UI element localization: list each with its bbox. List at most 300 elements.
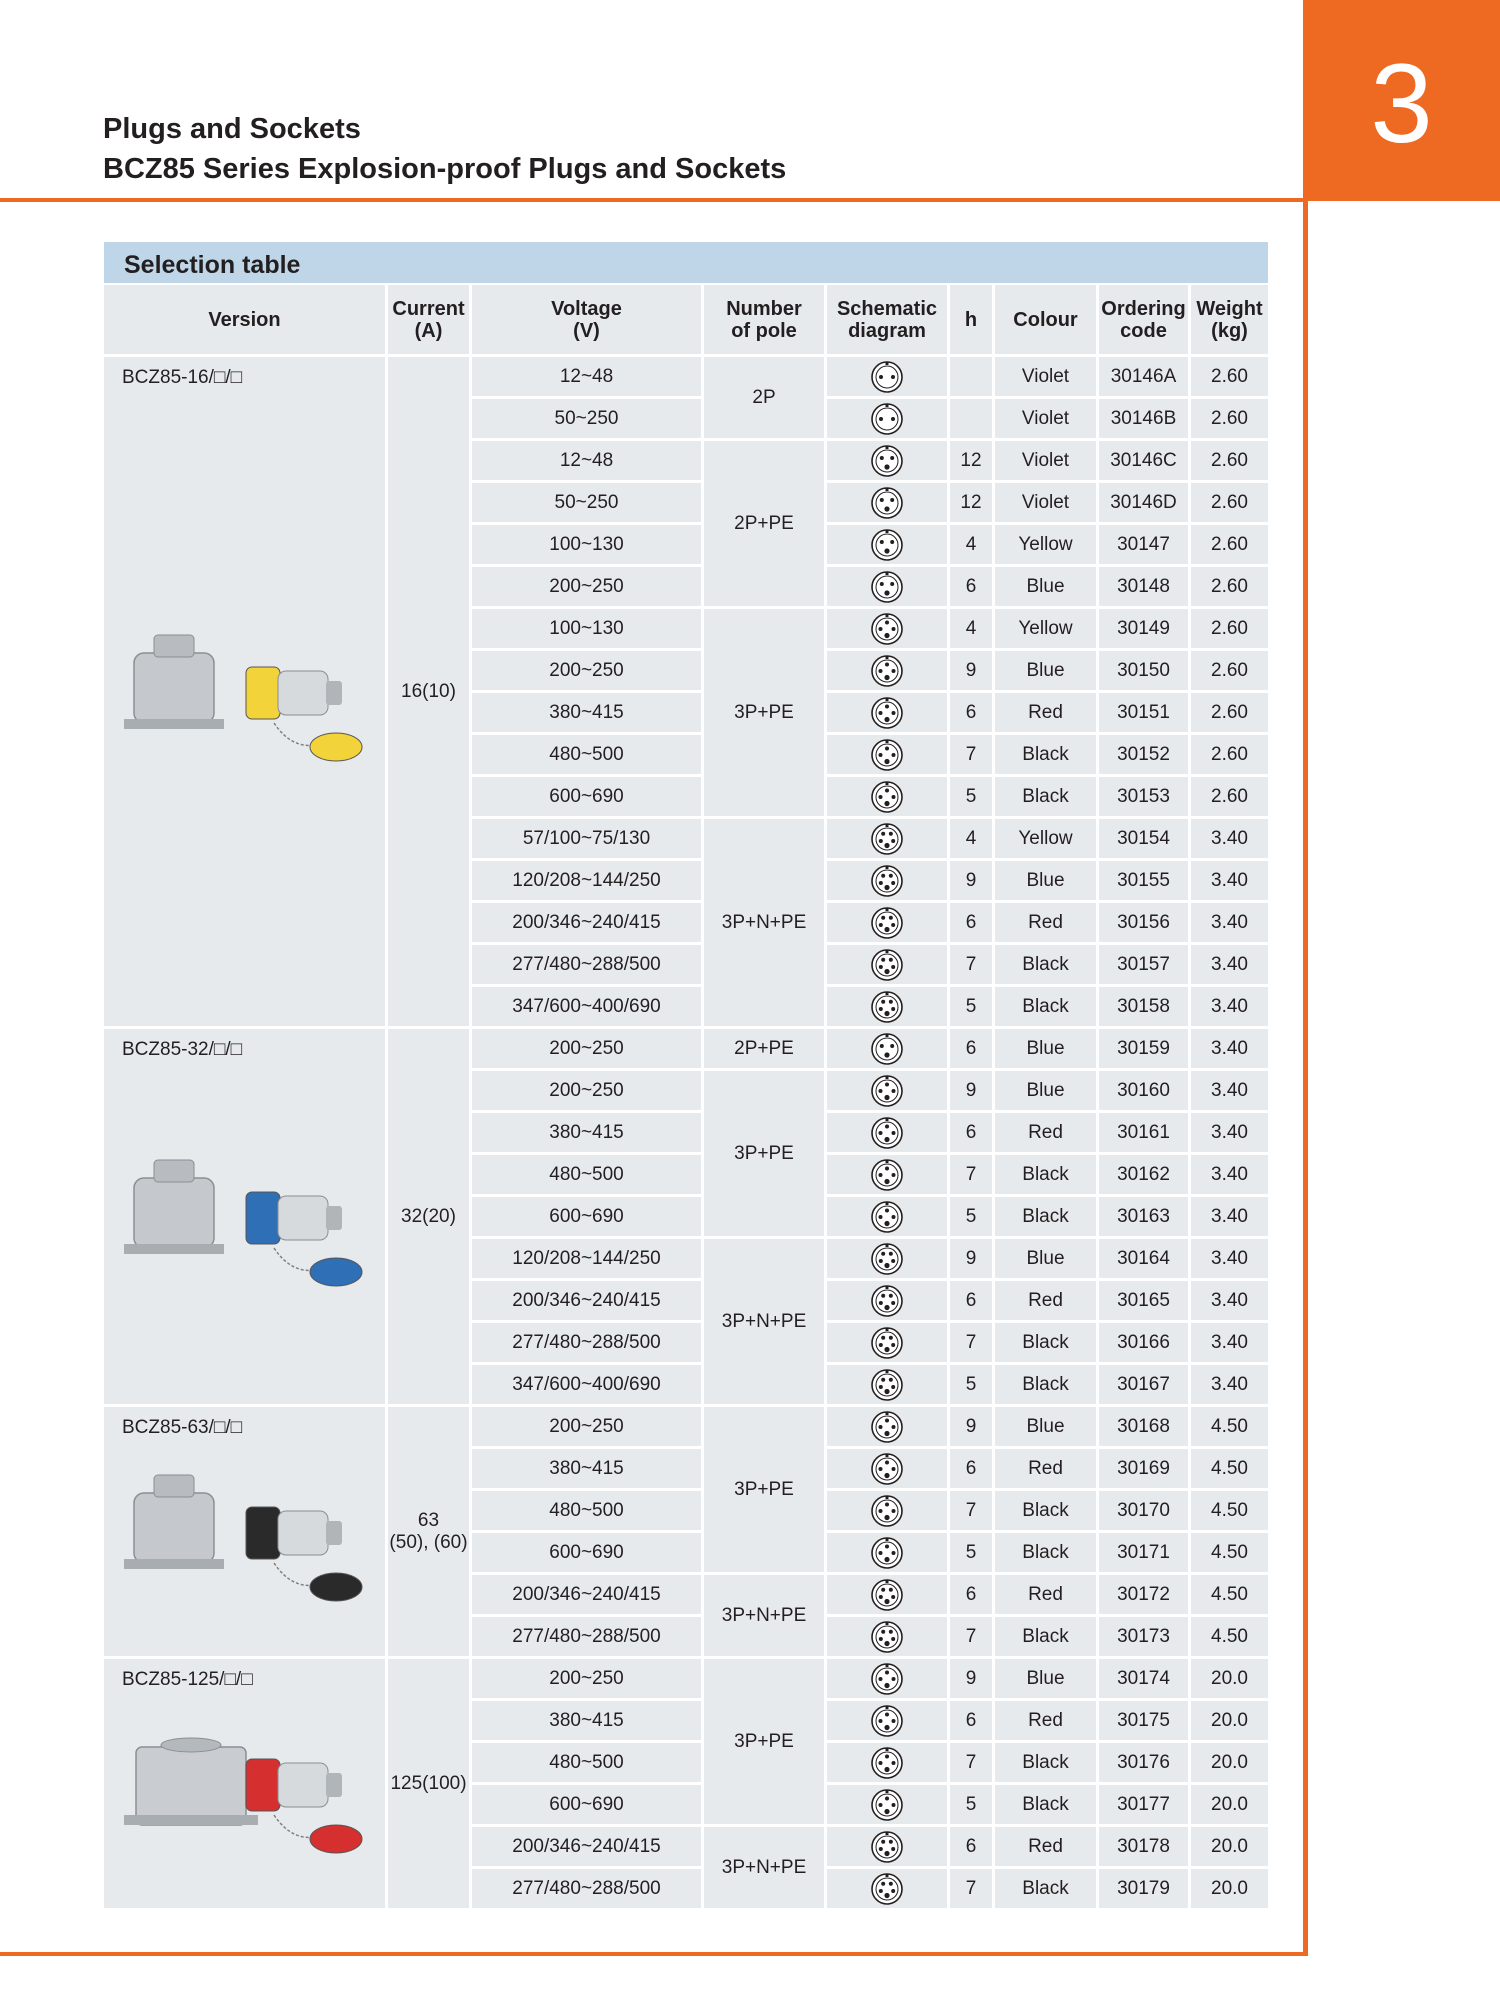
pole-cell: 3P+PE — [704, 1071, 827, 1239]
table-body — [104, 357, 1268, 1911]
schematic-cell — [827, 525, 950, 567]
colour-cell: Violet — [995, 441, 1099, 483]
table-row — [104, 1029, 1268, 1071]
socket-pin-icon — [870, 1620, 904, 1654]
schematic-cell — [827, 1701, 950, 1743]
version-cell — [104, 1029, 388, 1407]
voltage-cell: 200~250 — [472, 651, 704, 693]
weight-cell: 3.40 — [1191, 903, 1268, 945]
socket-pin-icon — [870, 1872, 904, 1906]
socket-pin-icon — [870, 990, 904, 1024]
ordering-code-cell: 30179 — [1099, 1869, 1191, 1911]
weight-cell: 20.0 — [1191, 1659, 1268, 1701]
colour-cell: Violet — [995, 399, 1099, 441]
ordering-code-cell: 30155 — [1099, 861, 1191, 903]
section-header — [104, 242, 1268, 283]
weight-cell: 4.50 — [1191, 1407, 1268, 1449]
pole-cell: 2P+PE — [704, 1029, 827, 1071]
colour-cell: Red — [995, 1827, 1099, 1869]
weight-cell: 2.60 — [1191, 567, 1268, 609]
socket-pin-icon — [870, 612, 904, 646]
voltage-cell: 50~250 — [472, 483, 704, 525]
schematic-cell — [827, 1239, 950, 1281]
ordering-code-cell: 30146D — [1099, 483, 1191, 525]
schematic-cell — [827, 1869, 950, 1911]
socket-pin-icon — [870, 444, 904, 478]
socket-pin-icon — [870, 1200, 904, 1234]
header-poles: Number of pole — [704, 285, 827, 357]
h-cell — [950, 357, 995, 399]
weight-cell: 2.60 — [1191, 483, 1268, 525]
chapter-number: 3 — [1370, 41, 1433, 166]
schematic-cell — [827, 609, 950, 651]
schematic-cell — [827, 987, 950, 1029]
socket-pin-icon — [870, 1830, 904, 1864]
colour-cell: Red — [995, 903, 1099, 945]
schematic-cell — [827, 1155, 950, 1197]
socket-pin-icon — [870, 1032, 904, 1066]
version-label: BCZ85-32/□/□ — [122, 1039, 243, 1060]
colour-cell: Red — [995, 693, 1099, 735]
version-label: BCZ85-16/□/□ — [122, 367, 243, 388]
ordering-code-cell: 30178 — [1099, 1827, 1191, 1869]
ordering-code-cell: 30146A — [1099, 357, 1191, 399]
weight-cell: 2.60 — [1191, 399, 1268, 441]
colour-cell: Red — [995, 1113, 1099, 1155]
socket-pin-icon — [870, 864, 904, 898]
weight-cell: 4.50 — [1191, 1491, 1268, 1533]
colour-cell: Red — [995, 1701, 1099, 1743]
voltage-cell: 200/346~240/415 — [472, 1281, 704, 1323]
header-version: Version — [104, 285, 388, 357]
product-photo — [124, 1148, 374, 1298]
socket-pin-icon — [870, 738, 904, 772]
h-cell: 12 — [950, 441, 995, 483]
ordering-code-cell: 30146C — [1099, 441, 1191, 483]
schematic-cell — [827, 1785, 950, 1827]
weight-cell: 3.40 — [1191, 1029, 1268, 1071]
socket-pin-icon — [870, 1116, 904, 1150]
voltage-cell: 277/480~288/500 — [472, 1323, 704, 1365]
voltage-cell: 200~250 — [472, 567, 704, 609]
weight-cell: 4.50 — [1191, 1617, 1268, 1659]
header-colour: Colour — [995, 285, 1099, 357]
pole-cell: 3P+PE — [704, 1659, 827, 1827]
weight-cell: 4.50 — [1191, 1533, 1268, 1575]
voltage-cell: 200~250 — [472, 1029, 704, 1071]
voltage-cell: 12~48 — [472, 441, 704, 483]
ordering-code-cell: 30173 — [1099, 1617, 1191, 1659]
header-ordering-code: Ordering code — [1099, 285, 1191, 357]
weight-cell: 2.60 — [1191, 525, 1268, 567]
header-divider — [0, 198, 1306, 202]
ordering-code-cell: 30170 — [1099, 1491, 1191, 1533]
weight-cell: 3.40 — [1191, 1239, 1268, 1281]
voltage-cell: 347/600~400/690 — [472, 1365, 704, 1407]
h-cell: 7 — [950, 1155, 995, 1197]
socket-pin-icon — [870, 1242, 904, 1276]
weight-cell: 2.60 — [1191, 693, 1268, 735]
voltage-cell: 277/480~288/500 — [472, 945, 704, 987]
voltage-cell: 12~48 — [472, 357, 704, 399]
socket-pin-icon — [870, 1284, 904, 1318]
h-cell: 4 — [950, 609, 995, 651]
voltage-cell: 277/480~288/500 — [472, 1617, 704, 1659]
schematic-cell — [827, 1197, 950, 1239]
colour-cell: Violet — [995, 483, 1099, 525]
voltage-cell: 380~415 — [472, 693, 704, 735]
colour-cell: Black — [995, 1743, 1099, 1785]
ordering-code-cell: 30174 — [1099, 1659, 1191, 1701]
footer-divider — [0, 1952, 1308, 1956]
schematic-cell — [827, 1659, 950, 1701]
header-h: h — [950, 285, 995, 357]
current-cell: 63 (50), (60) — [388, 1407, 472, 1659]
voltage-cell: 600~690 — [472, 777, 704, 819]
socket-pin-icon — [870, 1326, 904, 1360]
weight-cell: 20.0 — [1191, 1827, 1268, 1869]
ordering-code-cell: 30150 — [1099, 651, 1191, 693]
pole-cell: 2P+PE — [704, 441, 827, 609]
weight-cell: 2.60 — [1191, 441, 1268, 483]
schematic-cell — [827, 819, 950, 861]
weight-cell: 3.40 — [1191, 1281, 1268, 1323]
h-cell: 7 — [950, 1491, 995, 1533]
product-photo — [124, 1463, 374, 1613]
weight-cell: 2.60 — [1191, 357, 1268, 399]
section-title: Selection table — [124, 251, 301, 279]
schematic-cell — [827, 1071, 950, 1113]
weight-cell: 2.60 — [1191, 777, 1268, 819]
weight-cell: 20.0 — [1191, 1869, 1268, 1911]
socket-pin-icon — [870, 654, 904, 688]
ordering-code-cell: 30169 — [1099, 1449, 1191, 1491]
current-cell: 125(100) — [388, 1659, 472, 1911]
schematic-cell — [827, 1743, 950, 1785]
table-row — [104, 1659, 1268, 1701]
weight-cell: 2.60 — [1191, 609, 1268, 651]
socket-pin-icon — [870, 486, 904, 520]
ordering-code-cell: 30154 — [1099, 819, 1191, 861]
socket-pin-icon — [870, 1158, 904, 1192]
h-cell: 7 — [950, 1869, 995, 1911]
schematic-cell — [827, 1323, 950, 1365]
voltage-cell: 100~130 — [472, 525, 704, 567]
weight-cell: 3.40 — [1191, 1155, 1268, 1197]
h-cell: 9 — [950, 1659, 995, 1701]
voltage-cell: 600~690 — [472, 1197, 704, 1239]
voltage-cell: 100~130 — [472, 609, 704, 651]
h-cell: 9 — [950, 1239, 995, 1281]
ordering-code-cell: 30176 — [1099, 1743, 1191, 1785]
weight-cell: 3.40 — [1191, 987, 1268, 1029]
selection-table — [104, 285, 1268, 1911]
chapter-tab — [1303, 0, 1500, 201]
schematic-cell — [827, 693, 950, 735]
socket-pin-icon — [870, 360, 904, 394]
socket-pin-icon — [870, 1704, 904, 1738]
colour-cell: Blue — [995, 1239, 1099, 1281]
h-cell: 6 — [950, 1827, 995, 1869]
voltage-cell: 480~500 — [472, 1155, 704, 1197]
side-divider — [1303, 201, 1308, 1955]
schematic-cell — [827, 1365, 950, 1407]
h-cell: 5 — [950, 1533, 995, 1575]
ordering-code-cell: 30153 — [1099, 777, 1191, 819]
schematic-cell — [827, 1533, 950, 1575]
h-cell: 6 — [950, 903, 995, 945]
schematic-cell — [827, 1491, 950, 1533]
weight-cell: 20.0 — [1191, 1743, 1268, 1785]
voltage-cell: 347/600~400/690 — [472, 987, 704, 1029]
weight-cell: 2.60 — [1191, 651, 1268, 693]
socket-pin-icon — [870, 696, 904, 730]
h-cell: 7 — [950, 1743, 995, 1785]
schematic-cell — [827, 399, 950, 441]
h-cell: 6 — [950, 1281, 995, 1323]
weight-cell: 4.50 — [1191, 1449, 1268, 1491]
h-cell: 9 — [950, 861, 995, 903]
ordering-code-cell: 30167 — [1099, 1365, 1191, 1407]
schematic-cell — [827, 777, 950, 819]
schematic-cell — [827, 483, 950, 525]
voltage-cell: 380~415 — [472, 1449, 704, 1491]
voltage-cell: 600~690 — [472, 1785, 704, 1827]
socket-pin-icon — [870, 1494, 904, 1528]
ordering-code-cell: 30163 — [1099, 1197, 1191, 1239]
socket-pin-icon — [870, 528, 904, 562]
h-cell: 4 — [950, 819, 995, 861]
ordering-code-cell: 30175 — [1099, 1701, 1191, 1743]
colour-cell: Black — [995, 1155, 1099, 1197]
ordering-code-cell: 30168 — [1099, 1407, 1191, 1449]
schematic-cell — [827, 1827, 950, 1869]
socket-pin-icon — [870, 1788, 904, 1822]
h-cell: 6 — [950, 567, 995, 609]
colour-cell: Black — [995, 1785, 1099, 1827]
colour-cell: Yellow — [995, 609, 1099, 651]
weight-cell: 20.0 — [1191, 1785, 1268, 1827]
ordering-code-cell: 30166 — [1099, 1323, 1191, 1365]
colour-cell: Black — [995, 735, 1099, 777]
voltage-cell: 200~250 — [472, 1407, 704, 1449]
table-row — [104, 1407, 1268, 1449]
weight-cell: 3.40 — [1191, 819, 1268, 861]
socket-pin-icon — [870, 1452, 904, 1486]
header-schematic: Schematic diagram — [827, 285, 950, 357]
colour-cell: Red — [995, 1449, 1099, 1491]
h-cell: 12 — [950, 483, 995, 525]
h-cell: 6 — [950, 1701, 995, 1743]
colour-cell: Black — [995, 1197, 1099, 1239]
ordering-code-cell: 30146B — [1099, 399, 1191, 441]
h-cell — [950, 399, 995, 441]
h-cell: 7 — [950, 735, 995, 777]
colour-cell: Red — [995, 1281, 1099, 1323]
colour-cell: Blue — [995, 567, 1099, 609]
pole-cell: 3P+N+PE — [704, 819, 827, 1029]
h-cell: 9 — [950, 651, 995, 693]
h-cell: 5 — [950, 777, 995, 819]
weight-cell: 20.0 — [1191, 1701, 1268, 1743]
pole-cell: 3P+N+PE — [704, 1827, 827, 1911]
h-cell: 6 — [950, 1575, 995, 1617]
colour-cell: Black — [995, 945, 1099, 987]
schematic-cell — [827, 357, 950, 399]
page-title: Plugs and Sockets — [103, 113, 361, 145]
pole-cell: 3P+PE — [704, 1407, 827, 1575]
colour-cell: Black — [995, 777, 1099, 819]
socket-pin-icon — [870, 906, 904, 940]
socket-pin-icon — [870, 1410, 904, 1444]
voltage-cell: 57/100~75/130 — [472, 819, 704, 861]
weight-cell: 3.40 — [1191, 1323, 1268, 1365]
socket-pin-icon — [870, 1536, 904, 1570]
h-cell: 7 — [950, 1617, 995, 1659]
schematic-cell — [827, 735, 950, 777]
ordering-code-cell: 30158 — [1099, 987, 1191, 1029]
schematic-cell — [827, 567, 950, 609]
ordering-code-cell: 30159 — [1099, 1029, 1191, 1071]
table-row — [104, 357, 1268, 399]
weight-cell: 3.40 — [1191, 1071, 1268, 1113]
colour-cell: Blue — [995, 1071, 1099, 1113]
ordering-code-cell: 30157 — [1099, 945, 1191, 987]
page-subtitle: BCZ85 Series Explosion-proof Plugs and Sockets — [103, 153, 787, 185]
table-header-row — [104, 285, 1268, 357]
colour-cell: Black — [995, 1491, 1099, 1533]
current-cell: 32(20) — [388, 1029, 472, 1407]
schematic-cell — [827, 441, 950, 483]
schematic-cell — [827, 1449, 950, 1491]
pole-cell: 3P+N+PE — [704, 1239, 827, 1407]
product-photo — [124, 623, 374, 773]
voltage-cell: 200~250 — [472, 1659, 704, 1701]
colour-cell: Yellow — [995, 819, 1099, 861]
schematic-cell — [827, 945, 950, 987]
h-cell: 5 — [950, 1785, 995, 1827]
header-weight: Weight (kg) — [1191, 285, 1268, 357]
socket-pin-icon — [870, 780, 904, 814]
colour-cell: Blue — [995, 651, 1099, 693]
weight-cell: 3.40 — [1191, 1197, 1268, 1239]
header-voltage: Voltage (V) — [472, 285, 704, 357]
voltage-cell: 480~500 — [472, 1743, 704, 1785]
version-label: BCZ85-125/□/□ — [122, 1669, 253, 1690]
voltage-cell: 200~250 — [472, 1071, 704, 1113]
socket-pin-icon — [870, 1074, 904, 1108]
colour-cell: Blue — [995, 1407, 1099, 1449]
colour-cell: Blue — [995, 1659, 1099, 1701]
ordering-code-cell: 30148 — [1099, 567, 1191, 609]
colour-cell: Yellow — [995, 525, 1099, 567]
header-current: Current (A) — [388, 285, 472, 357]
voltage-cell: 380~415 — [472, 1701, 704, 1743]
h-cell: 6 — [950, 1449, 995, 1491]
voltage-cell: 120/208~144/250 — [472, 1239, 704, 1281]
weight-cell: 4.50 — [1191, 1575, 1268, 1617]
ordering-code-cell: 30160 — [1099, 1071, 1191, 1113]
schematic-cell — [827, 1575, 950, 1617]
h-cell: 5 — [950, 1365, 995, 1407]
h-cell: 6 — [950, 1029, 995, 1071]
ordering-code-cell: 30162 — [1099, 1155, 1191, 1197]
pole-cell: 3P+N+PE — [704, 1575, 827, 1659]
ordering-code-cell: 30152 — [1099, 735, 1191, 777]
h-cell: 7 — [950, 945, 995, 987]
schematic-cell — [827, 1617, 950, 1659]
ordering-code-cell: 30156 — [1099, 903, 1191, 945]
voltage-cell: 50~250 — [472, 399, 704, 441]
socket-pin-icon — [870, 1368, 904, 1402]
ordering-code-cell: 30149 — [1099, 609, 1191, 651]
schematic-cell — [827, 861, 950, 903]
voltage-cell: 277/480~288/500 — [472, 1869, 704, 1911]
ordering-code-cell: 30165 — [1099, 1281, 1191, 1323]
h-cell: 4 — [950, 525, 995, 567]
pole-cell: 2P — [704, 357, 827, 441]
voltage-cell: 480~500 — [472, 1491, 704, 1533]
version-label: BCZ85-63/□/□ — [122, 1417, 243, 1438]
colour-cell: Black — [995, 1617, 1099, 1659]
ordering-code-cell: 30151 — [1099, 693, 1191, 735]
voltage-cell: 600~690 — [472, 1533, 704, 1575]
schematic-cell — [827, 1029, 950, 1071]
colour-cell: Black — [995, 987, 1099, 1029]
pole-cell: 3P+PE — [704, 609, 827, 819]
schematic-cell — [827, 1407, 950, 1449]
h-cell: 9 — [950, 1407, 995, 1449]
voltage-cell: 200/346~240/415 — [472, 903, 704, 945]
colour-cell: Black — [995, 1323, 1099, 1365]
h-cell: 6 — [950, 1113, 995, 1155]
version-cell — [104, 1407, 388, 1659]
voltage-cell: 200/346~240/415 — [472, 1575, 704, 1617]
schematic-cell — [827, 651, 950, 693]
voltage-cell: 380~415 — [472, 1113, 704, 1155]
h-cell: 9 — [950, 1071, 995, 1113]
product-photo — [124, 1715, 374, 1865]
socket-pin-icon — [870, 570, 904, 604]
version-cell — [104, 357, 388, 1029]
ordering-code-cell: 30177 — [1099, 1785, 1191, 1827]
ordering-code-cell: 30172 — [1099, 1575, 1191, 1617]
colour-cell: Black — [995, 1365, 1099, 1407]
schematic-cell — [827, 1113, 950, 1155]
colour-cell: Violet — [995, 357, 1099, 399]
socket-pin-icon — [870, 1578, 904, 1612]
socket-pin-icon — [870, 402, 904, 436]
socket-pin-icon — [870, 1746, 904, 1780]
h-cell: 5 — [950, 987, 995, 1029]
colour-cell: Blue — [995, 861, 1099, 903]
ordering-code-cell: 30164 — [1099, 1239, 1191, 1281]
voltage-cell: 120/208~144/250 — [472, 861, 704, 903]
h-cell: 7 — [950, 1323, 995, 1365]
schematic-cell — [827, 903, 950, 945]
ordering-code-cell: 30147 — [1099, 525, 1191, 567]
colour-cell: Red — [995, 1575, 1099, 1617]
weight-cell: 3.40 — [1191, 945, 1268, 987]
weight-cell: 3.40 — [1191, 1365, 1268, 1407]
ordering-code-cell: 30161 — [1099, 1113, 1191, 1155]
socket-pin-icon — [870, 822, 904, 856]
ordering-code-cell: 30171 — [1099, 1533, 1191, 1575]
colour-cell: Black — [995, 1533, 1099, 1575]
version-cell — [104, 1659, 388, 1911]
colour-cell: Black — [995, 1869, 1099, 1911]
weight-cell: 3.40 — [1191, 1113, 1268, 1155]
